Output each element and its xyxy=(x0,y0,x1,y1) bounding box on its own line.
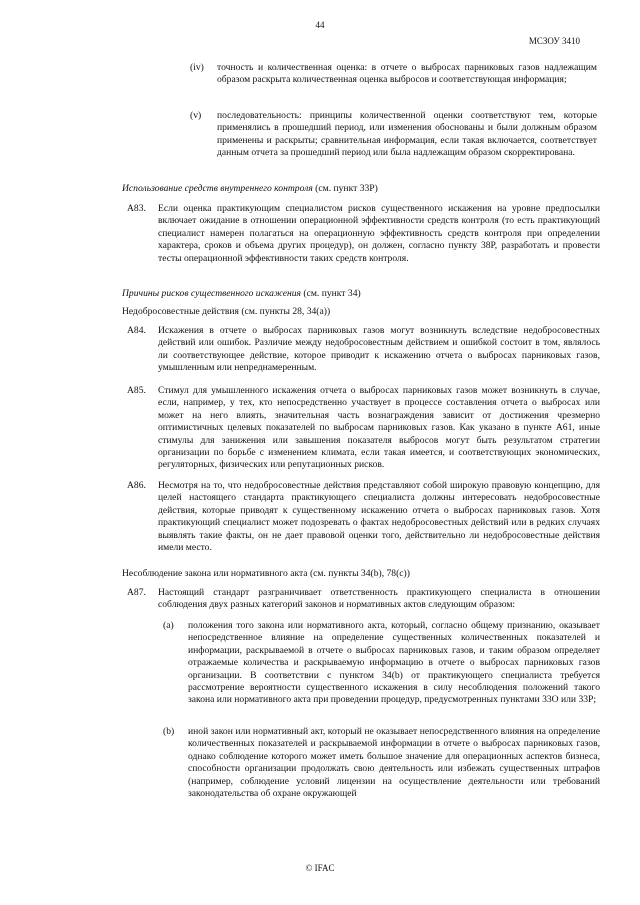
section-controls-title: Использование средств внутреннего контроля xyxy=(122,183,313,194)
paragraph-a86-label: A86. xyxy=(127,480,146,491)
document-code: МСЗОУ 3410 xyxy=(528,36,580,46)
paragraph-a86-text: Несмотря на то, что недобросовестные действия представляют собой широкую правовую концепцию, для целей настоящего стандарта практикующего специалиста должны интересовать недобросовестные действия, которые приводят к существенному искажению отчета о выбросах парниковых газов. Хотя практикующий специалист может подозревать о фактах недобросовестных действий или в редких случаях выявлять такие факты, он не дает правовой оценки того, действительно ли недобросовестные действия имели место. xyxy=(158,480,600,554)
paragraph-a87-label: A87. xyxy=(127,587,146,598)
page-number: 44 xyxy=(315,20,325,30)
paragraph-a87-text: Настоящий стандарт разграничивает ответственность практикующего специалиста в отношении соблюдения двух разных категорий законов и нормативных актов следующим образом: xyxy=(158,587,600,611)
subitem-a-label: (a) xyxy=(163,620,174,631)
item-iv-label: (iv) xyxy=(190,62,204,73)
section-controls-ref: (см. пункт 33P) xyxy=(312,183,378,194)
section-heading-noncompliance: Несоблюдение закона или нормативного акта (см. пункты 34(b), 78(c)) xyxy=(122,568,410,579)
section-risks-title: Причины рисков существенного искажения xyxy=(122,288,301,299)
section-heading-fraud: Недобросовестные действия (см. пункты 28, 34(a)) xyxy=(122,306,331,317)
subitem-a-text: положения того закона или нормативного акта, который, согласно общему признанию, оказывает непосредственное влияние на определение существенных количественных показателей и информации, раскрываемой в отчете о выбросах парниковых газов, и таким образом определяет отражаемые количества и раскрываемую информацию в отчете о выбросах парниковых газов организации. В соответствии с пунктом 34(b) от практикующего специалиста требуется рассмотрение вероятности существенного искажения в силу несоблюдения положений такого закона или нормативного акта при проведении процедур, предусмотренных пунктами 33O или 33P; xyxy=(188,620,600,706)
paragraph-a85-text: Стимул для умышленного искажения отчета о выбросах парниковых газов может возникнуть в случае, если, например, у тех, кто непосредственно участвует в процессе составления отчета о выбросах или может на него влиять, значительная часть вознаграждения зависит от достижения чрезмерно оптимистичных целевых показателей по выбросам парниковых газов. Как указано в пункте A61, иные стимулы для занижения или завышения показателя выбросов могут быть результатом стратегии организации по борьбе с изменением климата, если такая имеется, и соответствующих экономических, регуляторных, физических или репутационных рисков. xyxy=(158,385,600,471)
section-heading-risks xyxy=(122,288,361,300)
paragraph-a83-label: A83. xyxy=(127,203,146,214)
section-heading-controls xyxy=(122,183,378,195)
paragraph-a85-label: A85. xyxy=(127,385,146,396)
footer-copyright: © IFAC xyxy=(305,863,335,873)
section-risks-ref: (см. пункт 34) xyxy=(300,288,361,299)
item-v-text: последовательность: принципы количественной оценки соответствуют тем, которые применялись в прошедший период, или изменения обоснованы и были должным образом применены и раскрыты; сравнительная информация, если такая включается, соответствует данным отчета за прошедший период или была надлежащим образом скорректирована. xyxy=(217,110,597,159)
paragraph-a84-label: A84. xyxy=(127,325,146,336)
subitem-b-label: (b) xyxy=(163,726,175,737)
subitem-b-text: иной закон или нормативный акт, который не оказывает непосредственного влияния на определение количественных показателей и раскрываемой информации в отчете о выбросах парниковых газов, однако соблюдение которого может иметь большое значение для операционных аспектов бизнеса, способности организации продолжать свою деятельность или избежать существенных штрафов (например, соблюдение условий лицензии на осуществление деятельности или требований законодательства об охране окружающей xyxy=(188,726,600,800)
paragraph-a83-text: Если оценка практикующим специалистом рисков существенного искажения на уровне предпосылки включает ожидание в отношении операционной эффективности средств контроля (то есть практикующий специалист намерен полагаться на операционную эффективность средств контроля при определении характера, сроков и объема других процедур), он должен, согласно пункту 38P, разработать и провести тесты операционной эффективности таких средств контроля. xyxy=(158,203,600,264)
paragraph-a84-text: Искажения в отчете о выбросах парниковых газов могут возникнуть вследствие недобросовестных действий или ошибок. Различие между недобросовестным действием и ошибкой состоит в том, являлось ли соответствующее действие, которое приводит к искажению отчета о выбросах парниковых газов, умышленным или непреднамеренным. xyxy=(158,325,600,374)
item-iv-text: точность и количественная оценка: в отчете о выбросах парниковых газов надлежащим образом раскрыта количественная оценка выбросов и соответствующая информация; xyxy=(217,62,597,86)
item-v-label: (v) xyxy=(190,110,202,121)
